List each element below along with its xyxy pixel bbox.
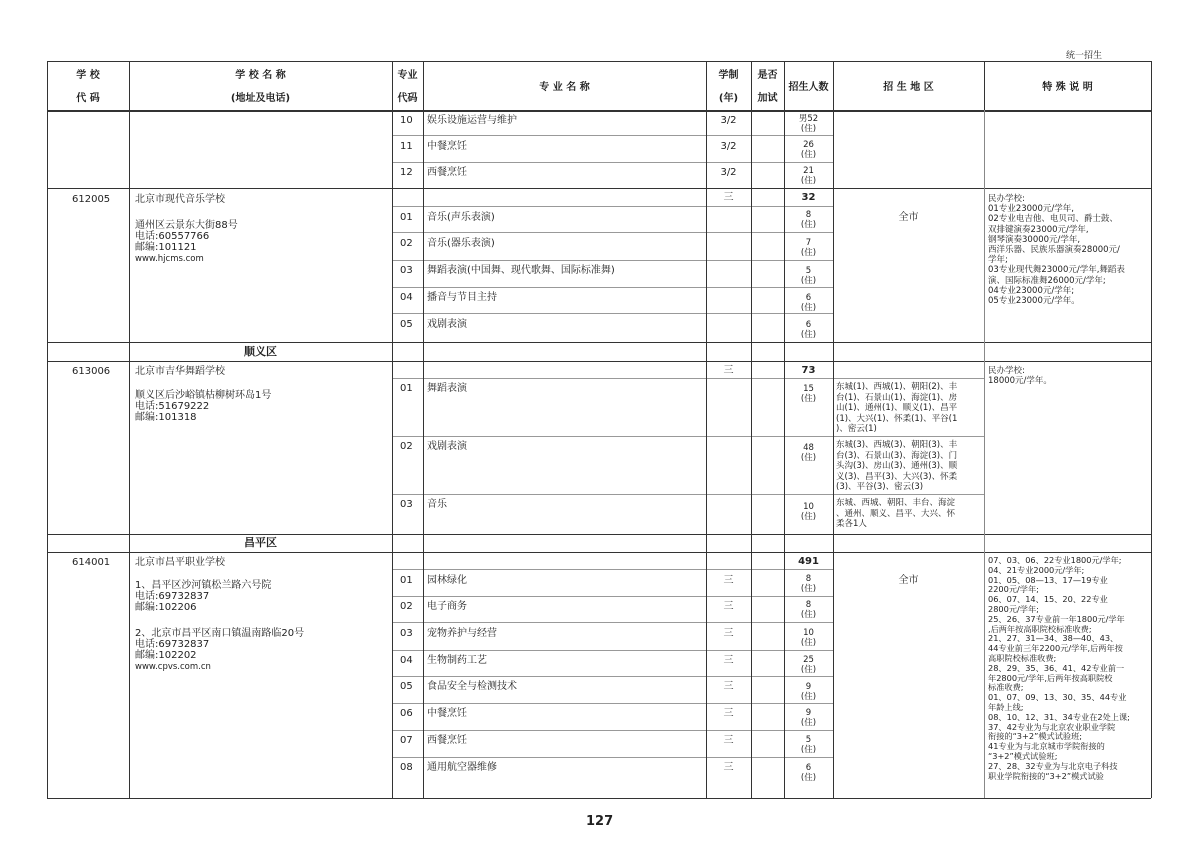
- major-years: 3/2: [720, 141, 737, 152]
- school-zip-2: 邮编:102202: [135, 650, 197, 661]
- major-years: 三: [723, 735, 734, 746]
- major-code: 08: [400, 762, 413, 773]
- major-code: 10: [400, 115, 413, 126]
- enroll-plan: (住): [800, 330, 817, 340]
- enroll-count: 5: [805, 735, 812, 745]
- major-years: 三: [723, 708, 734, 719]
- school-code: 612005: [72, 194, 111, 205]
- enroll-plan: (住): [800, 692, 817, 702]
- school-phone-1: 电话:69732837: [135, 591, 210, 602]
- special-note: 民办学校: 01专业23000元/学年, 02专业电吉他、电贝司、爵士鼓、 双排键演奏23000元/学年, 钢琴演奏30000元/学年, 西洋乐器、民族乐器演奏28000元/ 学年; 03专业现代舞23000元/学年,舞蹈表 演、国际标准舞26000元/学年; 04专业23000元/学年; 05专业23000元/学年。: [988, 194, 1125, 307]
- major-code: 01: [400, 212, 413, 223]
- header-region: 招 生 地 区: [883, 82, 934, 93]
- major-years: 3/2: [720, 115, 737, 126]
- header-extra-test-2: 加试: [757, 93, 778, 104]
- header-duration-1: 学制: [718, 70, 739, 81]
- major-code: 01: [400, 383, 413, 394]
- school-name: 北京市昌平职业学校: [135, 557, 225, 568]
- special-note: 07、03、06、22专业1800元/学年; 04、21专业2000元/学年; 01、05、08—13、17—19专业 2200元/学年; 06、07、14、15、20、22专业 2800元/学年; 25、26、37专业前一年1800元/学年 ,后两年按高职院校标准收费; 21、27、31—34、38—40、43、 44专业前三年2200元/学年,后两年按 高职院校标准收费; 28、29、35、36、41、42专业前一 年2800元/学年,后两年按高职院校 标准收费; 01、07、09、13、30、35、44专业 年龄上线; 08、10、12、31、34专业在2处上课; 37、42专业为与北京农业职业学院 衔接的“3+2”模式试验班; 41专业为与北京城市学院衔接的 “3+2”模式试验班; 27、28、32专业为与北京电子科技 职业学院衔接的“3+2”模式试验: [988, 555, 1130, 781]
- enroll-plan: (住): [800, 124, 817, 134]
- school-address-2: 2、北京市昌平区南口镇温南路临20号: [135, 628, 305, 639]
- enroll-count: 男52: [798, 114, 819, 124]
- school-total: 73: [801, 365, 816, 376]
- enroll-plan: (住): [800, 610, 817, 620]
- major-name: 娱乐设施运营与维护: [427, 115, 517, 126]
- major-code: 03: [400, 628, 413, 639]
- enroll-count: 7: [805, 238, 812, 248]
- school-zip: 邮编:101121: [135, 242, 197, 253]
- major-name: 戏剧表演: [427, 441, 467, 452]
- major-code: 03: [400, 499, 413, 510]
- school-phone-2: 电话:69732837: [135, 639, 210, 650]
- header-duration-2: (年): [718, 93, 739, 104]
- school-years: 三: [723, 365, 734, 376]
- header-school-code-1: 学 校: [76, 70, 100, 81]
- enroll-count: 8: [805, 210, 812, 220]
- enroll-count: 21: [803, 166, 814, 176]
- school-zip: 邮编:101318: [135, 412, 197, 423]
- school-region: 全市: [898, 575, 919, 586]
- school-phone: 电话:60557766: [135, 231, 210, 242]
- enroll-count: 6: [805, 763, 812, 773]
- enroll-plan: (住): [800, 248, 817, 258]
- major-code: 11: [400, 141, 413, 152]
- major-code: 01: [400, 575, 413, 586]
- enroll-plan: (住): [800, 176, 817, 186]
- district-heading: 昌平区: [244, 536, 277, 549]
- major-name: 音乐(声乐表演): [427, 212, 495, 223]
- enroll-plan: (住): [800, 303, 817, 313]
- enroll-count: 48: [803, 443, 814, 453]
- school-code: 614001: [72, 557, 111, 568]
- major-name: 音乐(器乐表演): [427, 238, 495, 249]
- school-region: 全市: [898, 212, 919, 223]
- header-major-code-2: 代码: [397, 93, 418, 104]
- header-major-code-1: 专业: [397, 70, 418, 81]
- enroll-count: 10: [803, 628, 814, 638]
- school-address-1: 1、昌平区沙河镇松兰路六号院: [135, 580, 272, 591]
- major-code: 05: [400, 319, 413, 330]
- enroll-count: 9: [805, 708, 812, 718]
- major-name: 中餐烹饪: [427, 141, 467, 152]
- header-school-name-1: 学 校 名 称: [235, 70, 286, 81]
- enroll-plan: (住): [800, 745, 817, 755]
- header-school-name-2: (地址及电话): [230, 93, 291, 104]
- school-zip-1: 邮编:102206: [135, 602, 197, 613]
- major-code: 04: [400, 655, 413, 666]
- enroll-count: 5: [805, 266, 812, 276]
- header-special: 特 殊 说 明: [1042, 82, 1093, 93]
- school-website: www.hjcms.com: [135, 254, 204, 264]
- major-code: 03: [400, 265, 413, 276]
- enroll-plan: (住): [800, 453, 817, 463]
- enroll-count: 25: [803, 655, 814, 665]
- enroll-count: 8: [805, 600, 812, 610]
- region-list: 东城、西城、朝阳、丰台、海淀 、通州、顺义、昌平、大兴、怀 柔各1人: [836, 498, 956, 529]
- enroll-count: 6: [805, 293, 812, 303]
- school-name: 北京市吉华舞蹈学校: [135, 366, 225, 377]
- header-school-code-2: 代 码: [76, 93, 100, 104]
- school-code: 613006: [72, 366, 111, 377]
- district-heading: 顺义区: [244, 345, 277, 358]
- major-years: 三: [723, 762, 734, 773]
- major-name: 音乐: [427, 499, 447, 510]
- major-years: 三: [723, 681, 734, 692]
- enroll-plan: (住): [800, 773, 817, 783]
- enroll-plan: (住): [800, 394, 817, 404]
- major-name: 通用航空器维修: [427, 762, 497, 773]
- major-code: 05: [400, 681, 413, 692]
- school-address: 顺义区后沙峪镇枯柳树环岛1号: [135, 390, 272, 401]
- school-address: 通州区云景东大街88号: [135, 220, 238, 231]
- enroll-plan: (住): [800, 718, 817, 728]
- enroll-plan: (住): [800, 276, 817, 286]
- major-name: 西餐烹饪: [427, 167, 467, 178]
- enroll-plan: (住): [800, 584, 817, 594]
- major-code: 02: [400, 601, 413, 612]
- major-name: 生物制药工艺: [427, 655, 487, 666]
- major-code: 02: [400, 441, 413, 452]
- enroll-plan: (住): [800, 150, 817, 160]
- major-years: 三: [723, 628, 734, 639]
- enroll-count: 26: [803, 140, 814, 150]
- header-major-name: 专 业 名 称: [539, 82, 590, 93]
- enroll-count: 6: [805, 320, 812, 330]
- page-number: 127: [586, 814, 614, 829]
- school-total: 32: [801, 192, 816, 203]
- major-code: 07: [400, 735, 413, 746]
- major-name: 电子商务: [427, 601, 467, 612]
- major-name: 食品安全与检测技术: [427, 681, 517, 692]
- enroll-plan: (住): [800, 220, 817, 230]
- major-code: 04: [400, 292, 413, 303]
- special-note: 民办学校: 18000元/学年。: [988, 366, 1052, 387]
- top-label: 统一招生: [1066, 51, 1103, 61]
- school-years: 三: [723, 192, 734, 203]
- major-years: 3/2: [720, 167, 737, 178]
- school-name: 北京市现代音乐学校: [135, 194, 225, 205]
- major-years: 三: [723, 601, 734, 612]
- major-name: 园林绿化: [427, 575, 467, 586]
- school-website: www.cpvs.com.cn: [135, 662, 211, 672]
- header-enroll: 招生人数: [788, 82, 829, 93]
- major-code: 02: [400, 238, 413, 249]
- enroll-count: 9: [805, 682, 812, 692]
- school-total: 491: [798, 556, 819, 567]
- major-name: 戏剧表演: [427, 319, 467, 330]
- major-name: 舞蹈表演: [427, 383, 467, 394]
- major-name: 中餐烹饪: [427, 708, 467, 719]
- enroll-plan: (住): [800, 665, 817, 675]
- region-list: 东城(1)、西城(1)、朝阳(2)、丰 台(1)、石景山(1)、海淀(1)、房 山(1)、通州(1)、顺义(1)、昌平 (1)、大兴(1)、怀柔(1)、平谷(1 )、密云(1): [836, 382, 958, 434]
- enroll-count: 8: [805, 574, 812, 584]
- major-years: 三: [723, 655, 734, 666]
- major-name: 舞蹈表演(中国舞、现代歌舞、国际标准舞): [427, 265, 615, 276]
- region-list: 东城(3)、西城(3)、朝阳(3)、丰 台(3)、石景山(3)、海淀(3)、门 头沟(3)、房山(3)、通州(3)、顺 义(3)、昌平(3)、大兴(3)、怀柔 (3)、平谷(3)、密云(3): [836, 440, 958, 492]
- major-code: 06: [400, 708, 413, 719]
- enroll-plan: (住): [800, 638, 817, 648]
- major-name: 播音与节目主持: [427, 292, 497, 303]
- school-phone: 电话:51679222: [135, 401, 210, 412]
- major-code: 12: [400, 167, 413, 178]
- enroll-count: 15: [803, 384, 814, 394]
- major-name: 西餐烹饪: [427, 735, 467, 746]
- enroll-plan: (住): [800, 512, 817, 522]
- major-years: 三: [723, 575, 734, 586]
- major-name: 宠物养护与经营: [427, 628, 497, 639]
- header-extra-test-1: 是否: [757, 70, 778, 81]
- enroll-count: 10: [803, 502, 814, 512]
